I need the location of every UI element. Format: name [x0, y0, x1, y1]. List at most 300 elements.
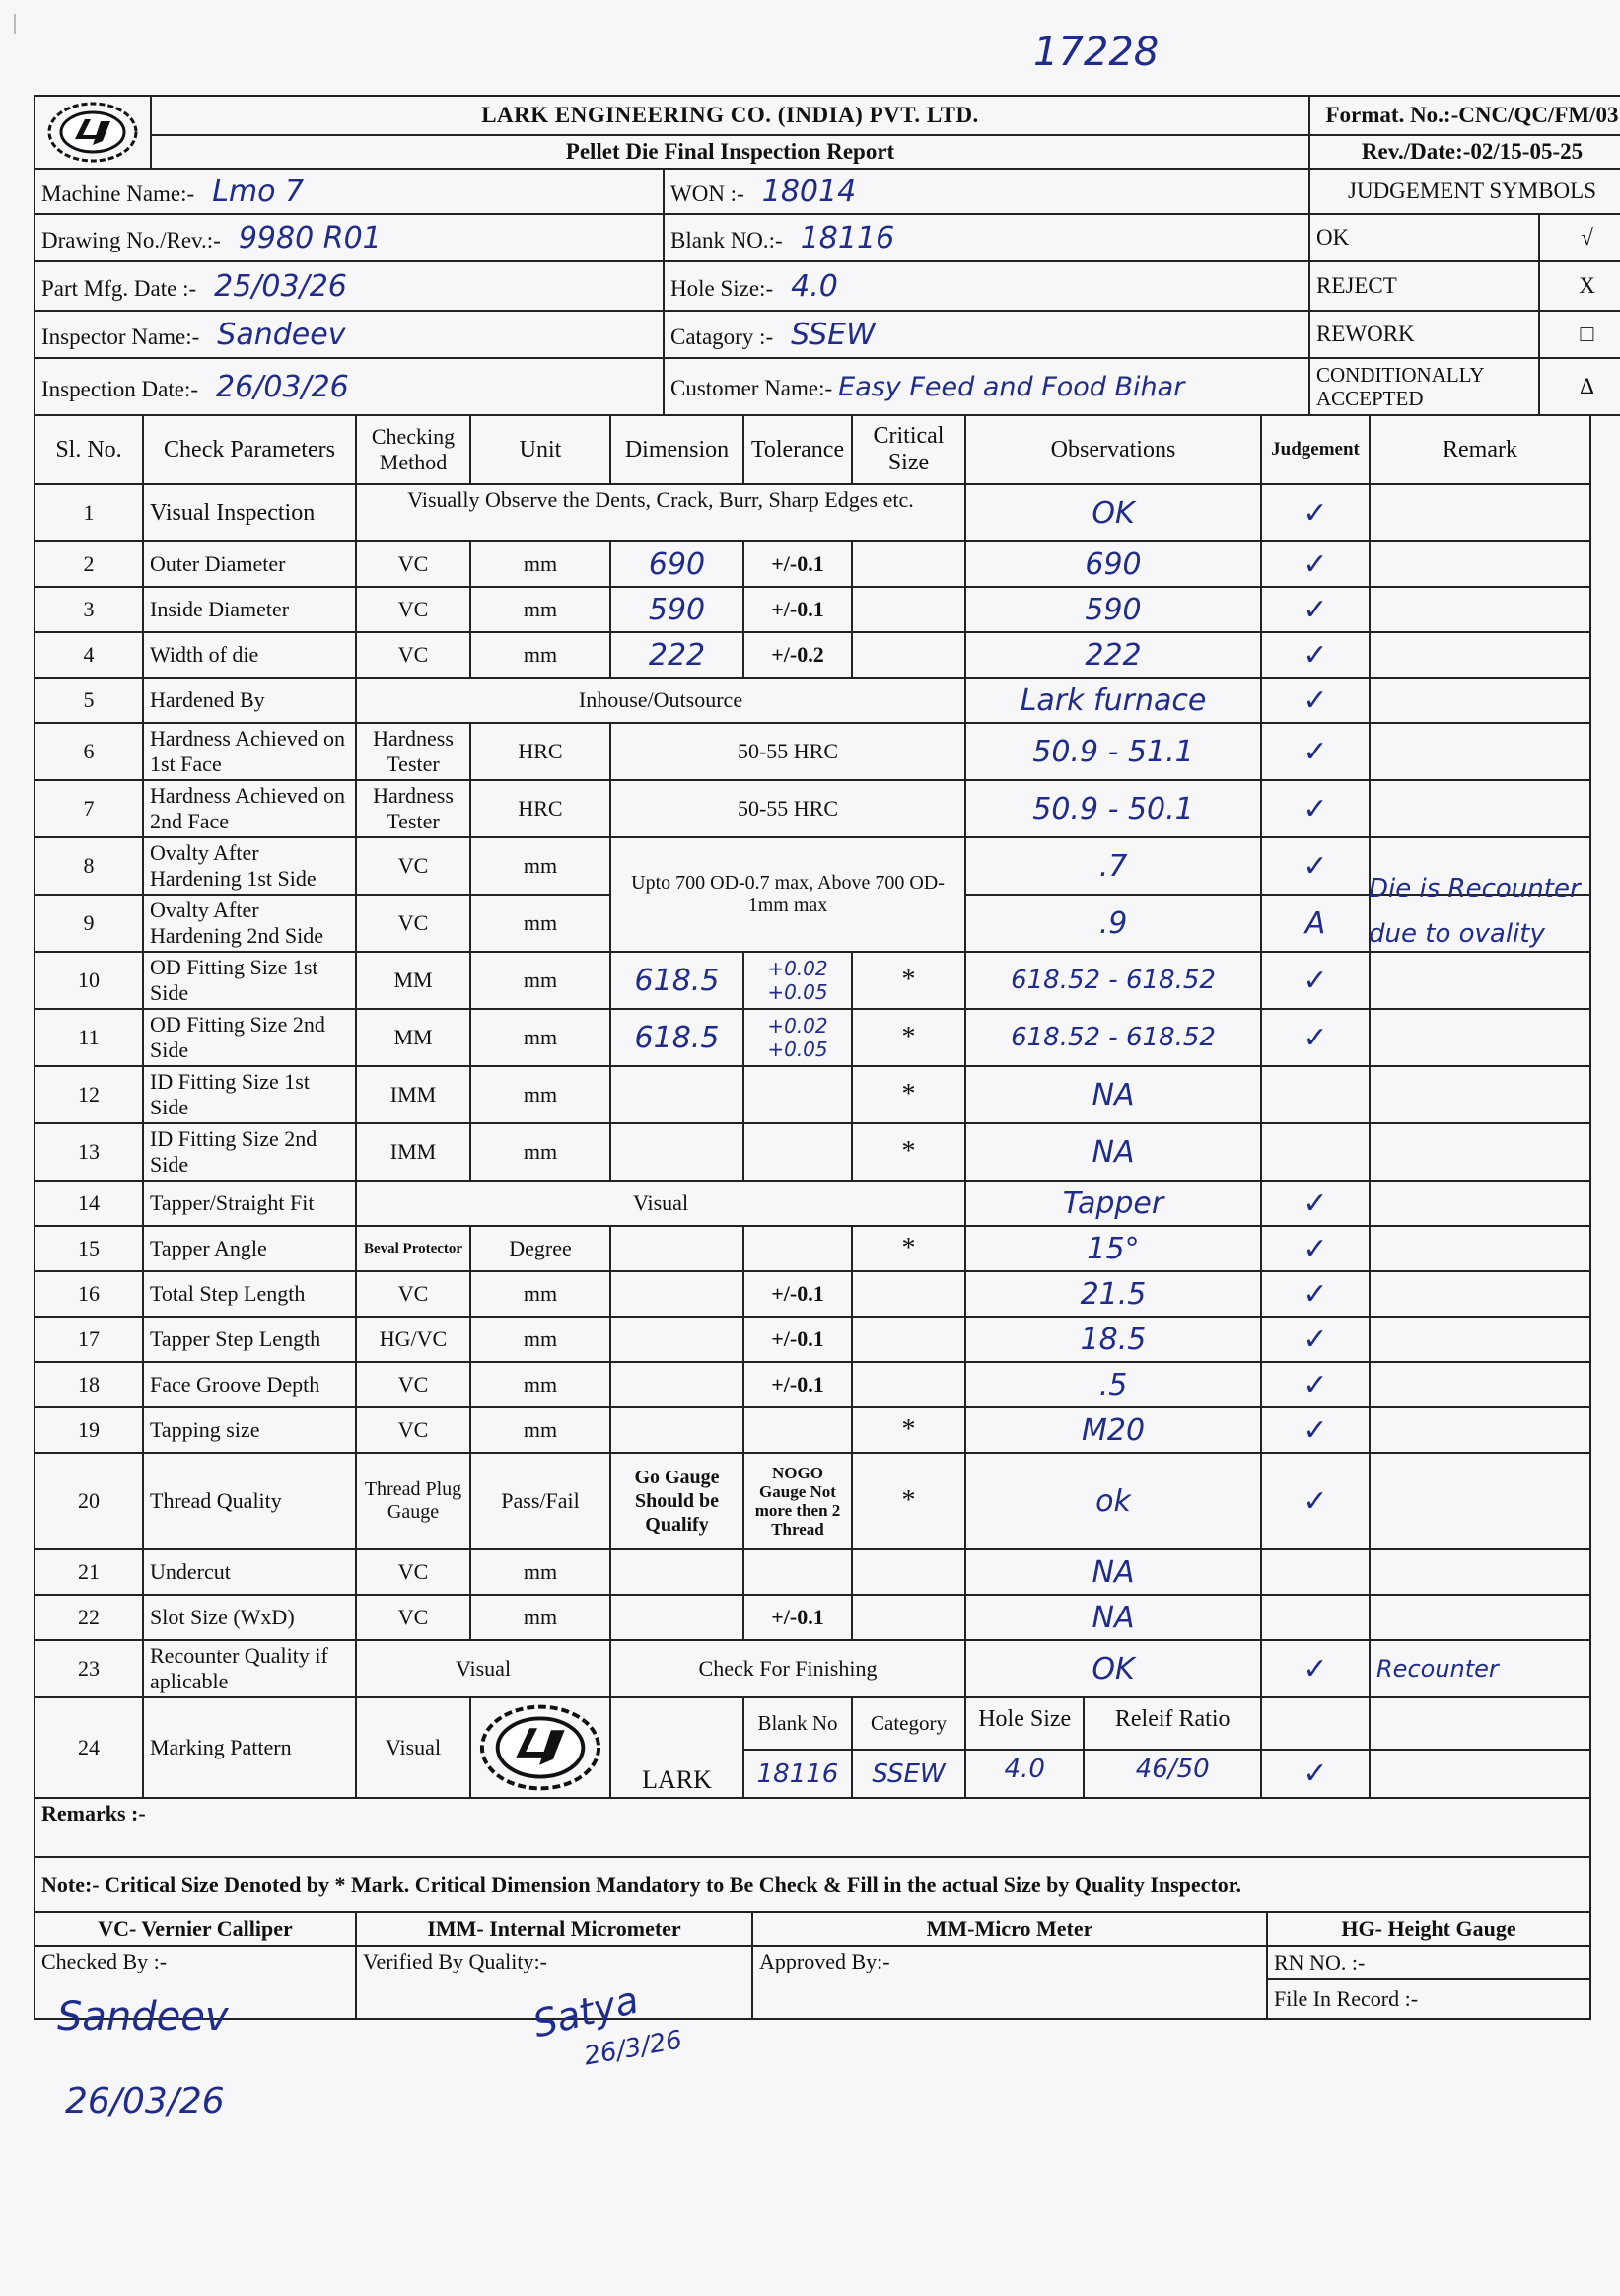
inspection-date-label: Inspection Date:-	[41, 376, 199, 401]
check-parameter: Hardness Achieved on 2nd Face	[143, 780, 356, 837]
format-number: Format. No.:-CNC/QC/FM/03	[1309, 96, 1620, 135]
checking-method: HG/VC	[356, 1317, 470, 1362]
checking-method: Visual	[356, 1181, 965, 1226]
remark[interactable]	[1370, 632, 1590, 678]
sl-no: 21	[35, 1549, 143, 1595]
tolerance[interactable]: +0.02 +0.05	[743, 1009, 852, 1066]
critical-size: *	[852, 1407, 965, 1453]
inspector-value: Sandeev	[217, 317, 346, 352]
approved-by-field[interactable]	[752, 1946, 1267, 2019]
remark[interactable]	[1370, 587, 1590, 632]
blank-field[interactable]	[664, 214, 1309, 261]
checking-method: VC	[356, 1407, 470, 1453]
table-row	[35, 1066, 1590, 1123]
remark[interactable]	[1370, 541, 1590, 587]
report-footer	[34, 1797, 1591, 2020]
remark[interactable]	[1370, 1066, 1590, 1123]
customer-label: Customer Name:-	[670, 375, 833, 400]
remark[interactable]	[1370, 484, 1590, 541]
unit: Degree	[470, 1226, 610, 1271]
judgement[interactable]: ✓	[1261, 1317, 1370, 1362]
dimension[interactable]	[610, 1226, 743, 1271]
judgement[interactable]: ✓	[1261, 1181, 1370, 1226]
judgement[interactable]: ✓	[1261, 1226, 1370, 1271]
checking-method: IMM	[356, 1066, 470, 1123]
hole-relief-values	[965, 1750, 1261, 1798]
col-tolerance: Tolerance	[743, 415, 852, 484]
check-parameter: Marking Pattern	[143, 1697, 356, 1798]
check-parameter: Hardness Achieved on 1st Face	[143, 723, 356, 780]
observation[interactable]: OK	[965, 484, 1261, 541]
judgement[interactable]: ✓	[1261, 632, 1370, 678]
hole-size-header: Hole Size	[966, 1698, 1085, 1749]
unit: HRC	[470, 723, 610, 780]
judgement[interactable]: ✓	[1261, 1009, 1370, 1066]
remark[interactable]	[1370, 678, 1590, 723]
machine-name-field[interactable]	[35, 169, 664, 214]
drawing-field[interactable]	[35, 214, 664, 261]
table-row	[35, 678, 1590, 723]
unit: mm	[470, 952, 610, 1009]
checker-signature: Sandeev	[57, 1994, 229, 2040]
sl-no: 3	[35, 587, 143, 632]
sl-no: 17	[35, 1317, 143, 1362]
checking-method: VC	[356, 1549, 470, 1595]
unit: mm	[470, 1362, 610, 1407]
unit: mm	[470, 1123, 610, 1181]
dimension[interactable]	[610, 1362, 743, 1407]
sl-no: 13	[35, 1123, 143, 1181]
legend-vc: VC- Vernier Calliper	[35, 1912, 356, 1946]
check-parameter: Hardened By	[143, 678, 356, 723]
checking-method: VC	[356, 1362, 470, 1407]
unit: mm	[470, 1407, 610, 1453]
unit: mm	[470, 1595, 610, 1640]
dimension: 50-55 HRC	[610, 780, 965, 837]
category-header: Category	[852, 1697, 965, 1750]
check-parameter: Undercut	[143, 1549, 356, 1595]
category-label: Catagory :-	[670, 323, 774, 349]
observation[interactable]: 618.52 - 618.52	[965, 1009, 1261, 1066]
dimension[interactable]	[610, 1549, 743, 1595]
col-checking-method: Checking Method	[356, 415, 470, 484]
file-in-record-field[interactable]	[1267, 1979, 1590, 2019]
sl-no: 14	[35, 1181, 143, 1226]
col-sl-no: Sl. No.	[35, 415, 143, 484]
report-title: Pellet Die Final Inspection Report	[151, 135, 1309, 169]
check-parameter: Inside Diameter	[143, 587, 356, 632]
dimension[interactable]: 690	[610, 541, 743, 587]
relief-ratio-header: Releif Ratio	[1114, 1706, 1231, 1732]
marking-judgement[interactable]: ✓	[1261, 1750, 1370, 1798]
sl-no: 22	[35, 1595, 143, 1640]
revision-date: Rev./Date:-02/15-05-25	[1309, 135, 1620, 169]
marking-relief-ratio[interactable]: 46/50	[1135, 1755, 1210, 1785]
tolerance: +/-0.1	[743, 1317, 852, 1362]
tolerance: NOGO Gauge Not more then 2 Thread	[743, 1453, 852, 1549]
table-row	[35, 484, 1590, 541]
critical-size: *	[852, 1009, 965, 1066]
won-field[interactable]	[664, 169, 1309, 214]
table-row	[35, 1407, 1590, 1453]
verified-by-label: Verified By Quality:-	[363, 1949, 547, 1973]
checking-method: VC	[356, 1271, 470, 1317]
marking-lark-text: LARK	[610, 1697, 743, 1798]
dimension[interactable]: 618.5	[610, 1009, 743, 1066]
sl-no: 5	[35, 678, 143, 723]
judgement[interactable]	[1261, 1066, 1370, 1123]
judgement[interactable]: ✓	[1261, 1362, 1370, 1407]
observation[interactable]: 690	[965, 541, 1261, 587]
customer-field[interactable]	[664, 358, 1309, 415]
table-row	[35, 1640, 1590, 1697]
observation[interactable]: 222	[965, 632, 1261, 678]
checking-method: VC	[356, 587, 470, 632]
checked-by-label: Checked By :-	[41, 1949, 168, 1973]
blank-value: 18116	[800, 220, 895, 255]
critical-size	[852, 587, 965, 632]
marking-blank-no[interactable]: 18116	[743, 1750, 852, 1798]
observation[interactable]: 15°	[965, 1226, 1261, 1271]
sl-no: 2	[35, 541, 143, 587]
judgement[interactable]	[1261, 1549, 1370, 1595]
sl-no: 16	[35, 1271, 143, 1317]
dimension[interactable]	[610, 1271, 743, 1317]
sl-no: 10	[35, 952, 143, 1009]
checking-method: VC	[356, 632, 470, 678]
observation[interactable]: M20	[965, 1407, 1261, 1453]
won-value: 18014	[761, 174, 857, 209]
file-in-record-label: File In Record :-	[1274, 1986, 1419, 2011]
hole-relief-header	[965, 1697, 1261, 1750]
col-dimension: Dimension	[610, 415, 743, 484]
check-parameter: OD Fitting Size 2nd Side	[143, 1009, 356, 1066]
judgement[interactable]: ✓	[1261, 1407, 1370, 1453]
tolerance[interactable]	[743, 1066, 852, 1123]
col-judgement: Judgement	[1261, 415, 1370, 484]
critical-size	[852, 1271, 965, 1317]
report-header	[34, 95, 1620, 416]
check-parameter: OD Fitting Size 1st Side	[143, 952, 356, 1009]
dimension[interactable]	[610, 1595, 743, 1640]
checking-method: MM	[356, 1009, 470, 1066]
observation[interactable]: Lark furnace	[965, 678, 1261, 723]
tolerance[interactable]	[743, 1123, 852, 1181]
remark[interactable]: Recounter	[1370, 1640, 1590, 1697]
remark[interactable]	[1370, 952, 1590, 1009]
tolerance[interactable]: +0.02 +0.05	[743, 952, 852, 1009]
unit: mm	[470, 837, 610, 895]
inspector-label: Inspector Name:-	[41, 323, 200, 349]
remark[interactable]	[1370, 1271, 1590, 1317]
judgement[interactable]: ✓	[1261, 1453, 1370, 1549]
checking-method: IMM	[356, 1123, 470, 1181]
checking-method: VC	[356, 541, 470, 587]
tolerance: +/-0.1	[743, 1271, 852, 1317]
sl-no: 7	[35, 780, 143, 837]
part-mfg-date-label: Part Mfg. Date :-	[41, 275, 197, 301]
symbol-conditional: Δ	[1539, 358, 1620, 415]
table-row	[35, 1453, 1590, 1549]
critical-size: *	[852, 1226, 965, 1271]
observation[interactable]: 18.5	[965, 1317, 1261, 1362]
company-name: LARK ENGINEERING CO. (INDIA) PVT. LTD.	[151, 96, 1309, 135]
symbol-reject-label: REJECT	[1309, 261, 1539, 311]
checking-method: Visually Observe the Dents, Crack, Burr, Sharp Edges etc.	[356, 484, 965, 541]
scan-mark	[14, 14, 16, 34]
tolerance: +/-0.1	[743, 1595, 852, 1640]
judgement[interactable]	[1261, 1123, 1370, 1181]
check-parameter: Tapping size	[143, 1407, 356, 1453]
sl-no: 1	[35, 484, 143, 541]
table-row	[35, 632, 1590, 678]
marking-category[interactable]: SSEW	[852, 1750, 965, 1798]
unit: HRC	[470, 780, 610, 837]
table-row	[35, 1317, 1590, 1362]
sl-no: 11	[35, 1009, 143, 1066]
judgement[interactable]: ✓	[1261, 678, 1370, 723]
unit: mm	[470, 1009, 610, 1066]
remark[interactable]	[1370, 1549, 1590, 1595]
observation[interactable]: NA	[965, 1549, 1261, 1595]
checking-method: VC	[356, 1595, 470, 1640]
check-parameter: Outer Diameter	[143, 541, 356, 587]
blank-no-header: Blank No	[743, 1697, 852, 1750]
remarks-label: Remarks :-	[41, 1801, 146, 1826]
sl-no: 9	[35, 895, 143, 952]
judgement[interactable]: ✓	[1261, 484, 1370, 541]
unit: mm	[470, 1317, 610, 1362]
checking-method: Hardness Tester	[356, 780, 470, 837]
remark[interactable]	[1370, 1595, 1590, 1640]
remark[interactable]	[1370, 1697, 1590, 1750]
part-mfg-date-field[interactable]	[35, 261, 664, 311]
unit: mm	[470, 632, 610, 678]
unit: mm	[470, 541, 610, 587]
table-row	[35, 1549, 1590, 1595]
sl-no: 20	[35, 1453, 143, 1549]
check-parameter: Tapper/Straight Fit	[143, 1181, 356, 1226]
inspection-date-value: 26/03/26	[216, 369, 349, 404]
observation[interactable]: 50.9 - 51.1	[965, 723, 1261, 780]
table-row	[35, 1009, 1590, 1066]
judgement[interactable]: A	[1261, 895, 1370, 952]
observation[interactable]: NA	[965, 1123, 1261, 1181]
judgement[interactable]: ✓	[1261, 587, 1370, 632]
critical-size	[852, 1549, 965, 1595]
dimension[interactable]	[610, 1123, 743, 1181]
hole-size-label: Hole Size:-	[670, 275, 774, 301]
table-row	[35, 1362, 1590, 1407]
critical-size	[852, 1317, 965, 1362]
remark[interactable]	[1370, 1362, 1590, 1407]
won-label: WON :-	[670, 180, 744, 206]
tolerance: +/-0.2	[743, 632, 852, 678]
judgement[interactable]: ✓	[1261, 723, 1370, 780]
unit: mm	[470, 1549, 610, 1595]
remark[interactable]	[1370, 1009, 1590, 1066]
check-parameter: Tapper Step Length	[143, 1317, 356, 1362]
col-unit: Unit	[470, 415, 610, 484]
col-remark: Remark	[1370, 415, 1590, 484]
table-row	[35, 780, 1590, 837]
checking-method: Visual	[356, 1640, 610, 1697]
remark[interactable]	[1370, 780, 1590, 837]
dimension[interactable]	[610, 1407, 743, 1453]
checking-method: Beval Protector	[356, 1226, 470, 1271]
checking-method: VC	[356, 895, 470, 952]
blank-label: Blank NO.:-	[670, 227, 783, 252]
marking-logo-cell	[470, 1697, 610, 1798]
checking-method: Inhouse/Outsource	[356, 678, 965, 723]
remark[interactable]	[1370, 1317, 1590, 1362]
check-parameter: Width of die	[143, 632, 356, 678]
check-parameter: Ovalty After Hardening 2nd Side	[143, 895, 356, 952]
symbol-conditional-label: CONDITIONALLY ACCEPTED	[1309, 358, 1539, 415]
tolerance[interactable]	[743, 1549, 852, 1595]
observation[interactable]: 618.52 - 618.52	[965, 952, 1261, 1009]
inspector-field[interactable]	[35, 311, 664, 358]
observation[interactable]: Tapper	[965, 1181, 1261, 1226]
judgement[interactable]	[1261, 1595, 1370, 1640]
remark[interactable]	[1370, 1226, 1590, 1271]
dimension[interactable]: 618.5	[610, 952, 743, 1009]
remark[interactable]	[1370, 1123, 1590, 1181]
observation[interactable]: NA	[965, 1595, 1261, 1640]
critical-note: Note:- Critical Size Denoted by * Mark. Critical Dimension Mandatory to Be Check & Fill in the actual Size by Quality Inspector.	[35, 1857, 1590, 1912]
check-parameter: Slot Size (WxD)	[143, 1595, 356, 1640]
judgement[interactable]: ✓	[1261, 541, 1370, 587]
dimension: Upto 700 OD-0.7 max, Above 700 OD-1mm max	[610, 837, 965, 952]
dimension[interactable]: 222	[610, 632, 743, 678]
dimension[interactable]	[610, 1066, 743, 1123]
critical-size: *	[852, 952, 965, 1009]
observation[interactable]: OK	[965, 1640, 1261, 1697]
inspection-table	[34, 414, 1591, 1799]
tolerance[interactable]	[743, 1407, 852, 1453]
symbol-ok-label: OK	[1309, 214, 1539, 261]
critical-size: *	[852, 1066, 965, 1123]
remark[interactable]	[1370, 1181, 1590, 1226]
remark[interactable]	[1370, 1407, 1590, 1453]
drawing-value: 9980 R01	[238, 220, 382, 255]
check-parameter: ID Fitting Size 1st Side	[143, 1066, 356, 1123]
inspection-date-field[interactable]	[35, 358, 664, 415]
observation[interactable]: ok	[965, 1453, 1261, 1549]
verifier-signature-date: 26/3/26	[582, 2025, 685, 2072]
tolerance: +/-0.1	[743, 541, 852, 587]
sl-no: 19	[35, 1407, 143, 1453]
critical-size	[852, 541, 965, 587]
checker-signature-date: 26/03/26	[65, 2081, 225, 2121]
marking-hole-size[interactable]: 4.0	[966, 1751, 1085, 1797]
tolerance: +/-0.1	[743, 1362, 852, 1407]
judgement[interactable]: ✓	[1261, 1640, 1370, 1697]
part-mfg-date-value: 25/03/26	[214, 268, 347, 304]
check-parameter: Tapper Angle	[143, 1226, 356, 1271]
table-row	[35, 1123, 1590, 1181]
checking-method: MM	[356, 952, 470, 1009]
remark[interactable]	[1370, 723, 1590, 780]
unit: mm	[470, 1271, 610, 1317]
judgement[interactable]: ✓	[1261, 1271, 1370, 1317]
critical-size	[852, 1362, 965, 1407]
remark[interactable]	[1370, 1453, 1590, 1549]
observation[interactable]: 50.9 - 50.1	[965, 780, 1261, 837]
observation[interactable]: 21.5	[965, 1271, 1261, 1317]
symbol-rework-label: REWORK	[1309, 311, 1539, 358]
judgement[interactable]: ✓	[1261, 837, 1370, 895]
tolerance[interactable]	[743, 1226, 852, 1271]
machine-name-value: Lmo 7	[212, 174, 305, 209]
hole-size-field[interactable]	[664, 261, 1309, 311]
rn-no-label: RN NO. :-	[1274, 1950, 1366, 1974]
judgement-symbols-title: JUDGEMENT SYMBOLS	[1309, 169, 1620, 214]
critical-size: *	[852, 1123, 965, 1181]
remark[interactable]	[1370, 1750, 1590, 1798]
sl-no: 15	[35, 1226, 143, 1271]
table-row	[35, 1697, 1590, 1750]
col-critical-size: Critical Size	[852, 415, 965, 484]
checking-method: Hardness Tester	[356, 723, 470, 780]
check-parameter: Thread Quality	[143, 1453, 356, 1549]
check-parameter: Ovalty After Hardening 1st Side	[143, 837, 356, 895]
unit: mm	[470, 1066, 610, 1123]
legend-imm: IMM- Internal Micrometer	[356, 1912, 752, 1946]
dimension[interactable]	[610, 1317, 743, 1362]
checking-method: VC	[356, 837, 470, 895]
table-row	[35, 1181, 1590, 1226]
tolerance: +/-0.1	[743, 587, 852, 632]
sl-no: 4	[35, 632, 143, 678]
table-row	[35, 1595, 1590, 1640]
category-field[interactable]	[664, 311, 1309, 358]
observation[interactable]: .5	[965, 1362, 1261, 1407]
checking-method: Visual	[356, 1697, 470, 1798]
dimension[interactable]: 590	[610, 587, 743, 632]
sl-no: 12	[35, 1066, 143, 1123]
rn-no-field[interactable]	[1267, 1946, 1590, 1979]
observation[interactable]: .9	[965, 895, 1261, 952]
check-parameter: Visual Inspection	[143, 484, 356, 541]
observation[interactable]: .7	[965, 837, 1261, 895]
inspection-report	[34, 95, 1619, 2020]
checking-method: Thread Plug Gauge	[356, 1453, 470, 1549]
sl-no: 18	[35, 1362, 143, 1407]
machine-name-label: Machine Name:-	[41, 180, 195, 206]
observation[interactable]: 590	[965, 587, 1261, 632]
col-check-parameters: Check Parameters	[143, 415, 356, 484]
judgement[interactable]	[1261, 1697, 1370, 1750]
judgement[interactable]: ✓	[1261, 952, 1370, 1009]
observation[interactable]: NA	[965, 1066, 1261, 1123]
check-parameter: ID Fitting Size 2nd Side	[143, 1123, 356, 1181]
remarks-field[interactable]	[35, 1798, 1590, 1857]
category-value: SSEW	[791, 317, 876, 352]
critical-size	[852, 632, 965, 678]
legend-mm: MM-Micro Meter	[752, 1912, 1267, 1946]
judgement[interactable]: ✓	[1261, 780, 1370, 837]
approved-by-label: Approved By:-	[759, 1949, 890, 1973]
col-observations: Observations	[965, 415, 1261, 484]
table-row	[35, 723, 1590, 780]
drawing-label: Drawing No./Rev.:-	[41, 227, 221, 252]
table-row	[35, 1271, 1590, 1317]
symbol-rework: □	[1539, 311, 1620, 358]
check-parameter: Face Groove Depth	[143, 1362, 356, 1407]
critical-size	[852, 1595, 965, 1640]
logo-cell	[35, 96, 151, 169]
